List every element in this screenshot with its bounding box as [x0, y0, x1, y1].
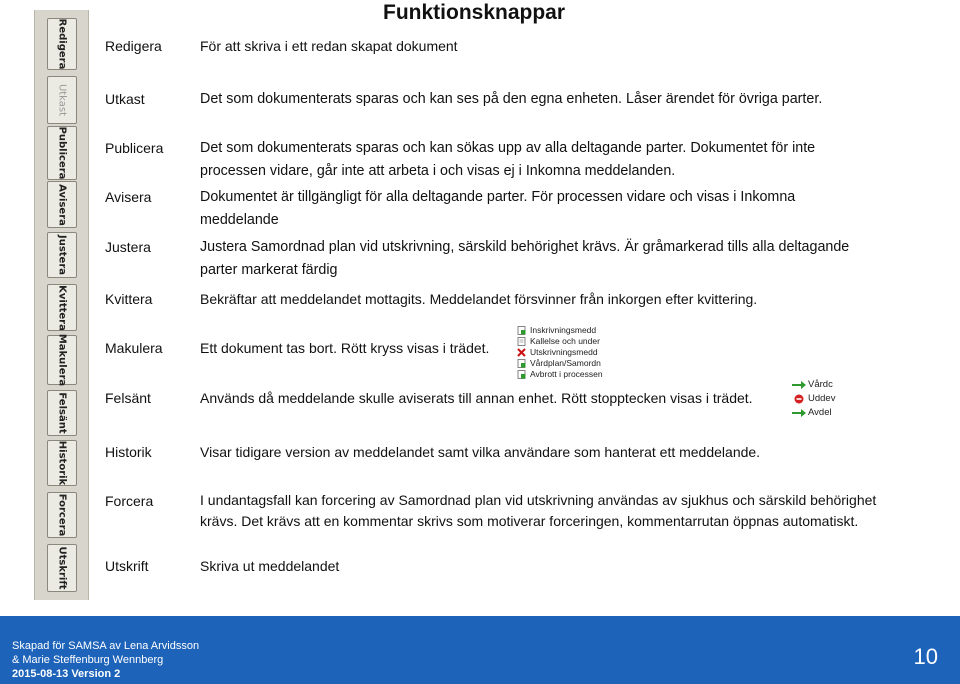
page-number: 10	[913, 644, 938, 669]
row-label: Utkast	[105, 91, 145, 107]
document-green-icon	[517, 326, 526, 335]
row-description: Visar tidigare version av meddelandet samt vilka användare som hanterat ett meddelande.	[200, 444, 761, 460]
stop-sign-icon	[794, 394, 804, 404]
tree-item: Vårdplan/Samordn	[515, 358, 615, 369]
avisera-button[interactable]: Avisera	[47, 181, 77, 228]
tree-item: Avbrott i processen	[515, 369, 615, 380]
green-arrow-icon	[792, 408, 806, 418]
green-arrow-icon	[792, 380, 806, 390]
document-icon	[517, 337, 526, 346]
document-green-icon	[517, 359, 526, 368]
tree-item: Vårdc	[790, 378, 850, 392]
row-description: I undantagsfall kan forcering av Samordnad plan vid utskrivning användas av sjukhus och särskild behörighet krävs. Det krävs att en kommentar skrivs som motiverar forceringen, kommentarrutan öppnas automatiskt.	[200, 492, 877, 529]
felsant-button[interactable]: Felsänt	[47, 390, 77, 436]
row-description: Används då meddelande skulle aviserats till annan enhet. Rött stopptecken visas i trädet.	[200, 390, 753, 406]
tree-item: Utskrivningsmedd	[515, 347, 615, 358]
row-description: Dokumentet är tillgängligt för alla deltagande parter. För processen vidare och visas i Inkomna meddelande	[200, 189, 796, 228]
row-description: För att skriva i ett redan skapat dokument	[200, 38, 458, 54]
footer-version: 2015-08-13 Version 2	[12, 668, 121, 680]
row-label: Felsänt	[105, 390, 151, 406]
footer-credit: Skapad för SAMSA av Lena Arvidsson	[12, 640, 200, 652]
publicera-button[interactable]: Publicera	[47, 126, 77, 180]
tree-item: Uddev	[790, 392, 850, 406]
page-title: Funktionsknappar	[383, 1, 566, 24]
document-green-icon	[517, 370, 526, 379]
row-label: Avisera	[105, 189, 152, 205]
row-description: Justera Samordnad plan vid utskrivning, särskild behörighet krävs. Är gråmarkerad tills alla deltagande parter markerat färdig	[200, 239, 850, 278]
toolbar-strip	[34, 10, 89, 600]
utskrift-button[interactable]: Utskrift	[47, 544, 77, 592]
row-label: Justera	[105, 239, 151, 255]
justera-button[interactable]: Justera	[47, 232, 77, 278]
forcera-button[interactable]: Forcera	[47, 492, 77, 538]
tree-item: Kallelse och under	[515, 336, 615, 347]
footer-bar	[0, 616, 960, 684]
row-description: Det som dokumenterats sparas och kan ses på den egna enheten. Låser ärendet för övriga parter.	[200, 91, 823, 107]
makulera-button[interactable]: Makulera	[47, 335, 77, 385]
row-description: Bekräftar att meddelandet mottagits. Meddelandet försvinner från inkorgen efter kvittering.	[200, 291, 758, 307]
row-description: Det som dokumenterats sparas och kan sökas upp av alla deltagande parter. Dokumentet för inte processen vidare, går inte att arbeta i och visas ej i Inkomna meddelanden.	[200, 140, 816, 179]
row-label: Redigera	[105, 38, 162, 54]
red-cross-icon	[517, 348, 526, 357]
row-label: Kvittera	[105, 291, 153, 307]
tree-item: Avdel	[790, 406, 850, 420]
row-label: Historik	[105, 444, 152, 460]
row-description: Skriva ut meddelandet	[200, 558, 340, 574]
row-label: Forcera	[105, 493, 154, 509]
tree-item: Inskrivningsmedd	[515, 325, 615, 336]
makulera-tree-snippet	[515, 325, 615, 379]
row-label: Publicera	[105, 140, 164, 156]
row-description: Ett dokument tas bort. Rött kryss visas i trädet.	[200, 340, 490, 356]
felsant-tree-snippet	[790, 378, 850, 426]
row-label: Makulera	[105, 340, 163, 356]
historik-button[interactable]: Historik	[47, 440, 77, 486]
utkast-button[interactable]: Utkast	[47, 76, 77, 124]
redigera-button[interactable]: Redigera	[47, 18, 77, 70]
footer-credit: & Marie Steffenburg Wennberg	[12, 654, 164, 666]
row-label: Utskrift	[105, 558, 149, 574]
kvittera-button[interactable]: Kvittera	[47, 284, 77, 331]
